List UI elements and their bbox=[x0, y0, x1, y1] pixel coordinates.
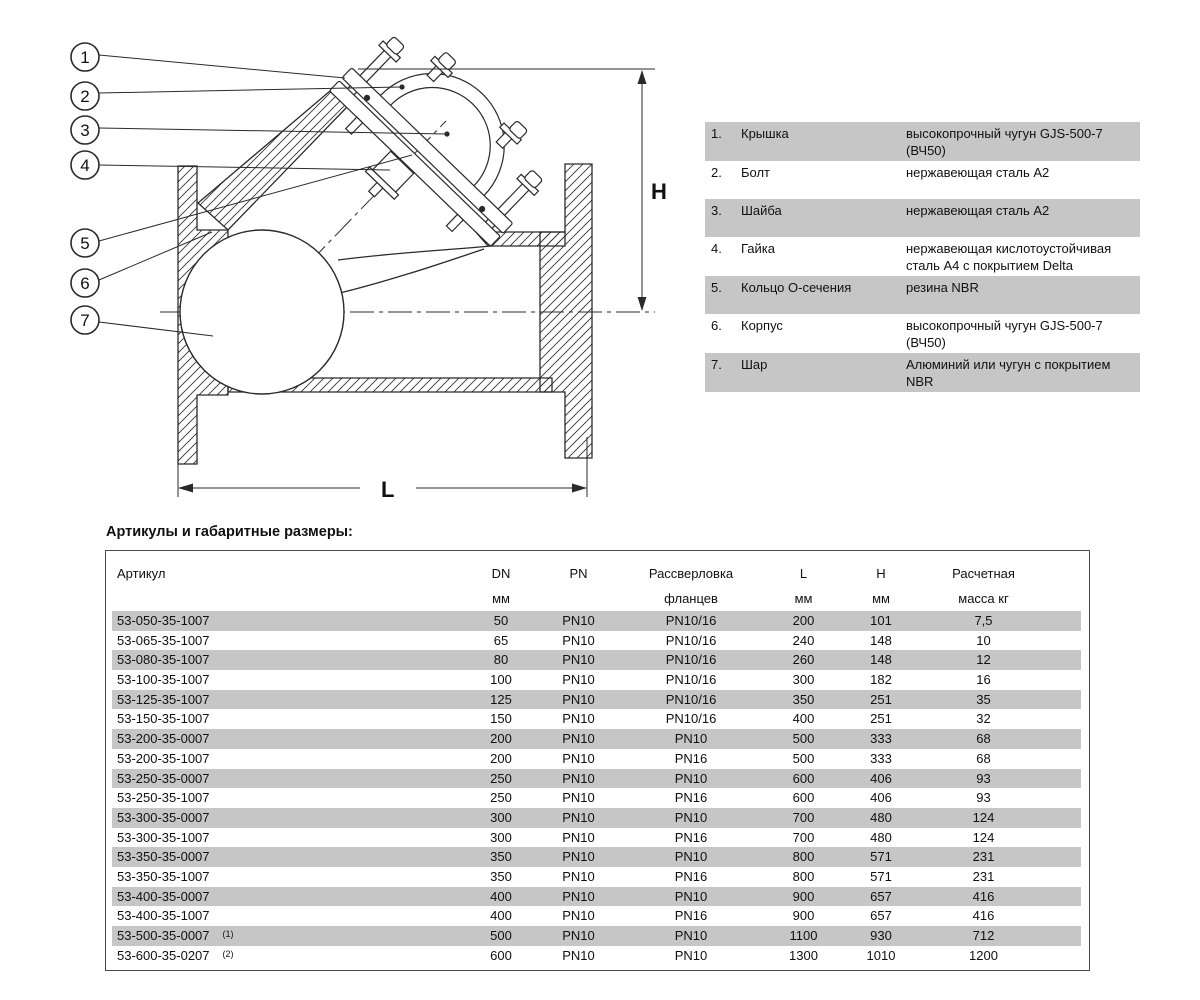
cell-value: 1200 bbox=[969, 947, 998, 963]
cell-value: 251 bbox=[870, 691, 892, 707]
callout-6 bbox=[71, 269, 99, 297]
cell-value: PN10 bbox=[562, 652, 595, 668]
cell-value: PN16 bbox=[674, 790, 708, 806]
cell-value: PN10 bbox=[562, 849, 595, 865]
part-name: Болт bbox=[741, 165, 771, 180]
cell-article: 53-500-35-0007 $^{(1)}$ bbox=[117, 928, 234, 943]
cell-value: PN10 bbox=[562, 632, 595, 648]
column-header: PN bbox=[569, 566, 588, 581]
cell-value: PN10 bbox=[562, 711, 595, 727]
body-outline bbox=[336, 246, 491, 294]
cell-value: 350 bbox=[490, 868, 512, 884]
svg-text:5: 5 bbox=[80, 234, 90, 253]
bolt bbox=[422, 48, 460, 86]
cell-value: 1300 bbox=[789, 947, 818, 963]
table-row bbox=[112, 946, 1081, 966]
table-row bbox=[112, 749, 1081, 769]
column-header-units: масса кг bbox=[958, 591, 1009, 606]
cell-value: 200 bbox=[490, 750, 512, 766]
cell-value: PN10 bbox=[562, 691, 595, 707]
cell-value: PN10 bbox=[674, 947, 708, 963]
dim-header-line2 bbox=[112, 586, 1081, 611]
cell-value: 1100 bbox=[789, 928, 818, 943]
cell-value: 571 bbox=[870, 868, 892, 884]
cell-value: 65 bbox=[493, 632, 509, 648]
table-row bbox=[112, 887, 1081, 907]
right-flange bbox=[540, 164, 592, 458]
cell-article: 53-150-35-1007 bbox=[117, 711, 210, 727]
bolt bbox=[491, 115, 529, 153]
cell-value: 68 bbox=[976, 750, 991, 766]
parts-list bbox=[705, 122, 1140, 392]
svg-text:7: 7 bbox=[80, 311, 90, 330]
cell-value: PN10 bbox=[562, 888, 595, 904]
cell-value: PN10/16 bbox=[665, 672, 717, 688]
parts-list-row bbox=[705, 314, 1140, 353]
cell-value: PN10 bbox=[674, 731, 708, 747]
cell-value: PN10 bbox=[562, 947, 595, 963]
footnote-marker: (1) bbox=[222, 929, 234, 939]
cell-article: 53-350-35-0007 bbox=[117, 849, 210, 865]
cell-value: 12 bbox=[976, 652, 991, 668]
parts-list-row bbox=[705, 161, 1140, 199]
svg-text:3: 3 bbox=[80, 121, 90, 140]
cell-value: 406 bbox=[870, 790, 892, 806]
part-number: 5. bbox=[711, 280, 722, 295]
footnote-marker: (2) bbox=[222, 948, 234, 959]
cell-value: 350 bbox=[792, 691, 815, 707]
part-number: 2. bbox=[711, 165, 722, 180]
cell-value: 333 bbox=[870, 731, 892, 747]
cell-value: 712 bbox=[972, 928, 995, 943]
table-row bbox=[112, 906, 1081, 926]
cell-value: 93 bbox=[976, 790, 991, 806]
part-name: Крышка bbox=[741, 126, 789, 141]
dim-header-line1 bbox=[112, 562, 1081, 586]
column-header: Расчетная bbox=[952, 566, 1015, 581]
cell-value: PN10 bbox=[562, 731, 595, 747]
cell-value: 416 bbox=[972, 888, 995, 904]
table-row bbox=[112, 611, 1081, 631]
table-row bbox=[112, 670, 1081, 690]
cell-article: 53-125-35-1007 bbox=[117, 691, 210, 707]
callout-4 bbox=[71, 151, 99, 179]
column-header-units: мм bbox=[872, 591, 890, 606]
parts-list-row bbox=[705, 122, 1140, 161]
cell-value: 68 bbox=[976, 731, 991, 747]
leader-1 bbox=[99, 55, 345, 78]
column-header: H bbox=[876, 566, 886, 581]
table-row bbox=[112, 729, 1081, 749]
cell-value: 930 bbox=[870, 928, 892, 943]
cell-value: PN10 bbox=[674, 888, 708, 904]
part-material: нержавеющая кислотоустойчивая сталь A4 с покрытием Delta bbox=[906, 241, 1112, 273]
cell-value: 35 bbox=[976, 691, 991, 707]
cell-value: 600 bbox=[490, 947, 512, 963]
cell-value: 50 bbox=[493, 613, 509, 628]
cell-value: 900 bbox=[792, 888, 815, 904]
part-material: резина NBR bbox=[906, 280, 979, 295]
column-header-units: фланцев bbox=[664, 591, 718, 606]
cell-value: PN10 bbox=[562, 790, 595, 806]
part-number: 7. bbox=[711, 357, 722, 372]
table-header bbox=[112, 551, 1081, 611]
cell-value: 500 bbox=[792, 731, 815, 747]
parts-list-row bbox=[705, 237, 1140, 276]
column-header: L bbox=[799, 566, 808, 581]
parts-list-row bbox=[705, 199, 1140, 237]
cell-value: PN10 bbox=[674, 849, 708, 865]
cell-value: PN10/16 bbox=[665, 613, 717, 628]
cell-value: 571 bbox=[870, 849, 892, 865]
cell-value: PN10 bbox=[562, 613, 595, 628]
cell-value: 124 bbox=[972, 829, 995, 845]
cell-value: 700 bbox=[792, 829, 815, 845]
svg-text:4: 4 bbox=[80, 156, 90, 175]
part-name: Кольцо О-сечения bbox=[741, 280, 852, 295]
cell-value: 148 bbox=[870, 632, 892, 648]
cell-value: 480 bbox=[870, 809, 892, 825]
cell-value: 480 bbox=[870, 829, 892, 845]
table-row bbox=[112, 631, 1081, 651]
cell-value: PN10/16 bbox=[665, 691, 717, 707]
ball bbox=[180, 230, 344, 394]
cell-value: PN10 bbox=[562, 770, 595, 786]
svg-text:1: 1 bbox=[80, 48, 90, 67]
cell-value: PN10 bbox=[674, 770, 708, 786]
cell-value: 182 bbox=[870, 672, 892, 688]
callout-7 bbox=[71, 306, 99, 334]
cell-value: PN10 bbox=[562, 750, 595, 766]
cell-value: 10 bbox=[976, 632, 991, 648]
cell-value: 500 bbox=[490, 928, 512, 943]
leader-3-dot bbox=[444, 131, 449, 136]
cell-value: PN10 bbox=[562, 809, 595, 825]
cell-article: 53-300-35-1007 bbox=[117, 829, 210, 845]
column-header: Артикул bbox=[117, 566, 166, 581]
column-header-units: мм bbox=[492, 591, 510, 606]
cell-value: 800 bbox=[792, 868, 815, 884]
cell-value: 150 bbox=[490, 711, 512, 727]
cell-value: PN10/16 bbox=[665, 652, 717, 668]
cell-value: 250 bbox=[490, 770, 512, 786]
cell-value: 200 bbox=[490, 731, 512, 747]
callout-1 bbox=[71, 43, 99, 71]
cell-article: 53-400-35-1007 bbox=[117, 908, 210, 924]
table-row bbox=[112, 709, 1081, 729]
cell-value: 350 bbox=[490, 849, 512, 865]
part-number: 6. bbox=[711, 318, 722, 333]
cell-value: PN10/16 bbox=[665, 632, 717, 648]
cover-plate bbox=[342, 68, 513, 234]
cell-value: 657 bbox=[870, 908, 892, 924]
cell-value: PN10 bbox=[674, 809, 708, 825]
table-row bbox=[112, 650, 1081, 670]
cell-value: 251 bbox=[870, 711, 892, 727]
part-number: 1. bbox=[711, 126, 722, 141]
cell-value: PN16 bbox=[674, 750, 708, 766]
column-header-units bbox=[112, 586, 456, 611]
cell-value: 400 bbox=[490, 888, 512, 904]
column-header-units bbox=[546, 586, 611, 611]
callout-3 bbox=[71, 116, 99, 144]
cell-value: PN10 bbox=[562, 868, 595, 884]
cell-article: 53-065-35-1007 bbox=[117, 632, 210, 648]
cell-value: 200 bbox=[792, 613, 815, 628]
table-title: Артикулы и габаритные размеры: bbox=[106, 524, 353, 540]
cell-value: 300 bbox=[490, 829, 512, 845]
cell-value: 657 bbox=[870, 888, 892, 904]
cell-article: 53-300-35-0007 bbox=[117, 809, 210, 825]
part-name: Корпус bbox=[741, 318, 783, 333]
column-header: Рассверловка bbox=[648, 566, 734, 581]
cell-value: 231 bbox=[972, 849, 995, 865]
cell-article: 53-350-35-1007 bbox=[117, 868, 210, 884]
cell-value: PN10 bbox=[562, 829, 595, 845]
part-name: Шайба bbox=[741, 203, 782, 218]
cell-value: 250 bbox=[490, 790, 512, 806]
column-header: DN bbox=[491, 566, 511, 581]
cell-value: 333 bbox=[870, 750, 892, 766]
cell-value: 16 bbox=[976, 672, 991, 688]
part-number: 4. bbox=[711, 241, 722, 256]
cell-value: 231 bbox=[972, 868, 995, 884]
cell-value: 600 bbox=[792, 790, 815, 806]
cell-value: 500 bbox=[792, 750, 815, 766]
cell-value: 125 bbox=[490, 691, 512, 707]
part-name: Шар bbox=[741, 357, 768, 372]
part-material: высокопрочный чугун GJS-500-7 (ВЧ50) bbox=[906, 318, 1103, 350]
table-row bbox=[112, 828, 1081, 848]
cell-value: 101 bbox=[870, 613, 892, 628]
cell-article: 53-050-35-1007 bbox=[117, 613, 210, 628]
part-material: нержавеющая сталь A2 bbox=[906, 203, 1050, 218]
part-material: нержавеющая сталь A2 bbox=[906, 165, 1050, 180]
dimension-L-label: L bbox=[381, 477, 395, 502]
cell-article: 53-100-35-1007 bbox=[117, 672, 210, 688]
cell-value: PN10 bbox=[674, 928, 708, 943]
part-number: 3. bbox=[711, 203, 722, 218]
cell-value: 400 bbox=[792, 711, 815, 727]
cell-value: 406 bbox=[870, 770, 892, 786]
table-row bbox=[112, 847, 1081, 867]
cell-value: 80 bbox=[493, 652, 509, 668]
cell-article: 53-200-35-1007 bbox=[117, 750, 210, 766]
cell-value: 1010 bbox=[866, 947, 896, 963]
cell-value: 600 bbox=[792, 770, 815, 786]
table-row bbox=[112, 926, 1081, 946]
table-row bbox=[112, 808, 1081, 828]
part-material: Алюминий или чугун с покрытием NBR bbox=[906, 357, 1111, 389]
dimensions-table bbox=[105, 550, 1090, 971]
cell-value: PN16 bbox=[674, 868, 708, 884]
cell-value: 148 bbox=[870, 652, 892, 668]
cell-value: 32 bbox=[976, 711, 991, 727]
cell-value: PN16 bbox=[674, 829, 708, 845]
dimension-H-label: H bbox=[651, 179, 667, 204]
cell-value: 800 bbox=[792, 849, 815, 865]
parts-list-row bbox=[705, 276, 1140, 314]
cell-value: 300 bbox=[792, 672, 815, 688]
cell-value: 700 bbox=[792, 809, 815, 825]
callout-5 bbox=[71, 229, 99, 257]
table-row bbox=[112, 867, 1081, 887]
callouts bbox=[71, 43, 99, 334]
cell-value: PN10 bbox=[562, 928, 595, 943]
cell-value: 124 bbox=[972, 809, 995, 825]
dimension-H bbox=[358, 69, 655, 311]
column-header-units: мм bbox=[794, 591, 813, 606]
cell-value: 240 bbox=[792, 632, 815, 648]
cell-value: PN10 bbox=[562, 672, 595, 688]
table-row bbox=[112, 788, 1081, 808]
cell-value: 400 bbox=[490, 908, 512, 924]
table-row bbox=[112, 769, 1081, 789]
parts-list-row bbox=[705, 353, 1140, 392]
cell-value: 93 bbox=[976, 770, 991, 786]
cell-value: PN10 bbox=[562, 908, 595, 924]
cell-value: 260 bbox=[792, 652, 815, 668]
callout-2 bbox=[71, 82, 99, 110]
part-material: высокопрочный чугун GJS-500-7 (ВЧ50) bbox=[906, 126, 1103, 158]
cell-value: 416 bbox=[972, 908, 995, 924]
cell-value: 7,5 bbox=[974, 613, 993, 628]
dim-body bbox=[112, 611, 1081, 965]
valve-cross-section-diagram bbox=[0, 0, 700, 520]
cell-value: 900 bbox=[792, 908, 815, 924]
leader-2-dot bbox=[399, 84, 404, 89]
part-name: Гайка bbox=[741, 241, 776, 256]
cell-value: 300 bbox=[490, 809, 512, 825]
cell-article: 53-600-35-0207 $^{(2)}$ bbox=[117, 947, 234, 963]
cell-article: 53-400-35-0007 bbox=[117, 888, 210, 904]
table-row bbox=[112, 690, 1081, 710]
cell-article: 53-080-35-1007 bbox=[117, 652, 210, 668]
cell-article: 53-200-35-0007 bbox=[117, 731, 210, 747]
cell-article: 53-250-35-1007 bbox=[117, 790, 210, 806]
svg-text:2: 2 bbox=[80, 87, 90, 106]
cell-value: PN16 bbox=[674, 908, 708, 924]
cell-article: 53-250-35-0007 bbox=[117, 770, 210, 786]
cell-value: PN10/16 bbox=[665, 711, 717, 727]
svg-text:6: 6 bbox=[80, 274, 90, 293]
bonnet-neck bbox=[198, 91, 347, 230]
cell-value: 100 bbox=[490, 672, 512, 688]
